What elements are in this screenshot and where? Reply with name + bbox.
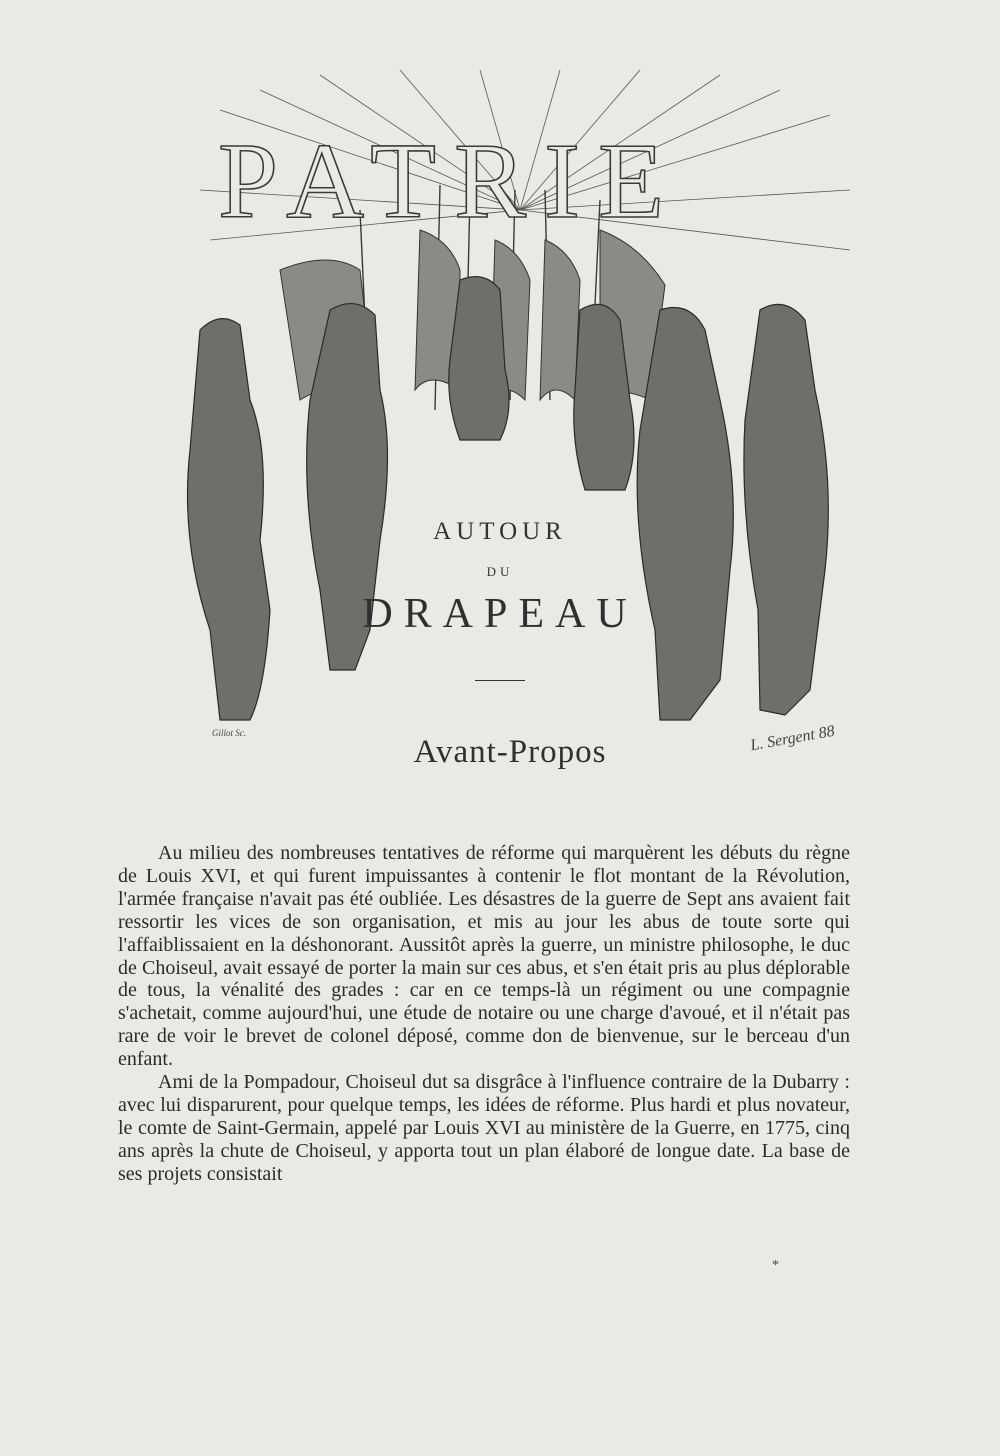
paragraph: Au milieu des nombreuses tentatives de réforme qui marquèrent les débuts du règne de Louis XVI, et qui furent impuissantes à contenir le flot montant de la Révolution, l'armée française n'avait pas été oubliée. Les désastres de la guerre de Sept ans avaient fait ressortir les vices de son organisation, et mis au jour les abus de toute sorte qui l'affaiblissaient en la déshonorant. Aussitôt après la guerre, un ministre philosophe, le duc de Choiseul, avait essayé de porter la main sur ces abus, et s'en était pris au plus déplorable de tous, la vénalité des grades : car en ce temps-là un régiment ou une compagnie s'achetait, comme aujourd'hui, une étude de notaire ou une charge d'avoué, et il n'était pas rare de voir le brevet de colonel déposé, comme don de bienvenue, sur le berceau d'un enfant. <box>118 842 850 1071</box>
title-line-drapeau: DRAPEAU <box>362 591 638 637</box>
patrie-banner: PATRIE <box>217 122 683 241</box>
paragraph: Ami de la Pompadour, Choiseul dut sa disgrâce à l'influence contraire de la Dubarry : avec lui disparurent, pour quelque temps, les idées de réforme. Plus hardi et plus novateur, le comte de Saint-Germain, appelé par Louis XVI au ministère de la Guerre, en 1775, cinq ans après la chute de Choiseul, y apporta tout un plan élaboré de longue date. La base de ses projets consistait <box>118 1071 850 1185</box>
title-line-autour: AUTOUR <box>433 518 567 545</box>
title-divider <box>475 680 525 681</box>
section-heading: Avant-Propos <box>413 734 607 770</box>
book-title <box>300 500 700 681</box>
engraver-signature: Gillot Sc. <box>212 728 246 738</box>
body-text <box>118 842 850 1186</box>
footnote-mark: * <box>772 1258 779 1273</box>
title-line-du: DU <box>486 564 514 579</box>
artist-signature: L. Sergent 88 <box>749 722 836 755</box>
